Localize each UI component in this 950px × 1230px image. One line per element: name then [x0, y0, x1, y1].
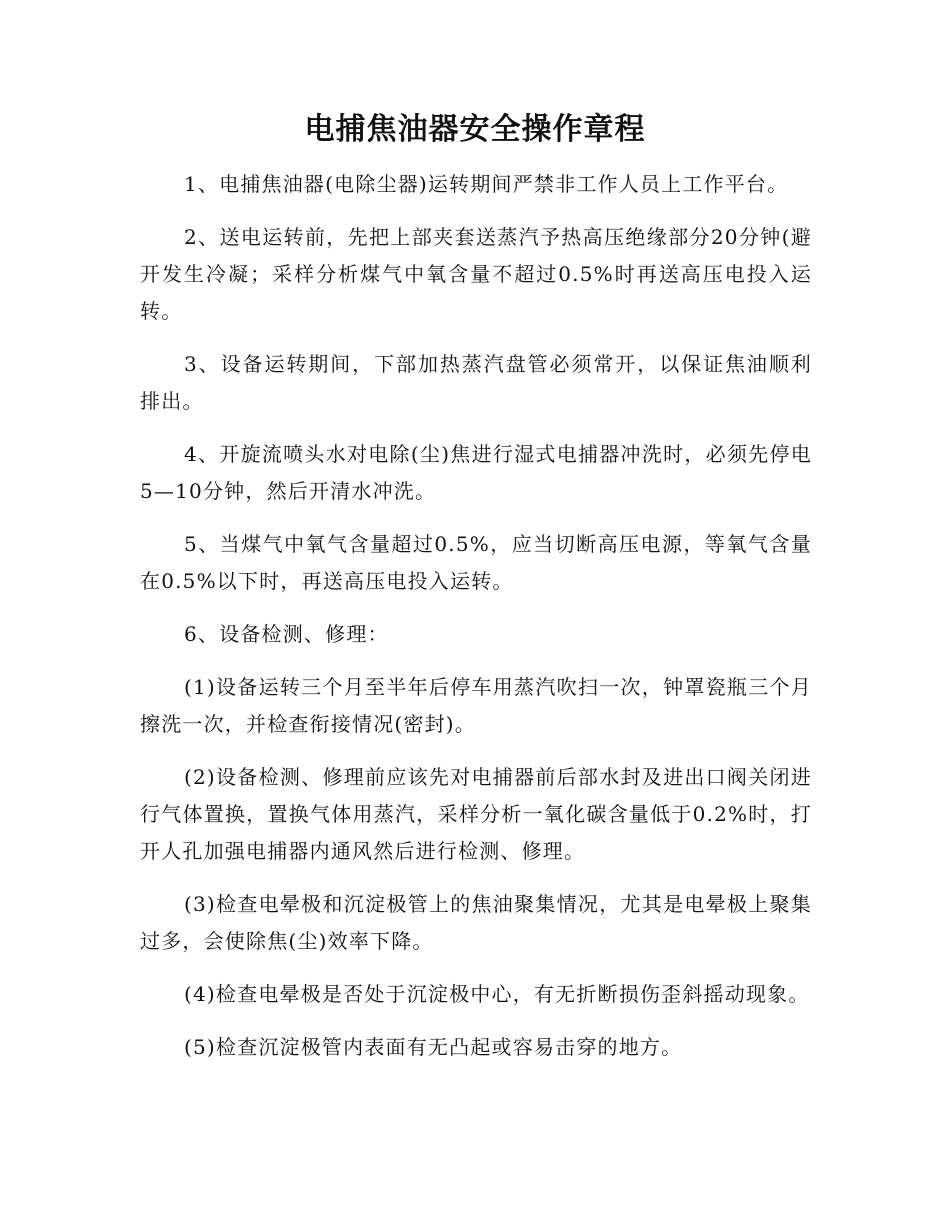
paragraph-6-3: (3)检查电晕极和沉淀极管上的焦油聚集情况，尤其是电晕极上聚集过多，会使除焦(尘)效率下降。 [140, 892, 812, 953]
paragraph-6-5: (5)检查沉淀极管内表面有无凸起或容易击穿的地方。 [184, 1035, 683, 1059]
paragraph-6-2: (2)设备检测、修理前应该先对电捕器前后部水封及进出口阀关闭进行气体置换，置换气体用蒸汽，采样分析一氧化碳含量低于0.2%时，打开人孔加强电捕器内通风然后进行检测、修理。 [140, 765, 812, 863]
paragraph-6-1: (1)设备运转三个月至半年后停车用蒸汽吹扫一次，钟罩瓷瓶三个月擦洗一次，并检查衔接情况(密封)。 [140, 675, 812, 736]
paragraph-3: 3、设备运转期间，下部加热蒸汽盘管必须常开，以保证焦油顺利排出。 [140, 352, 812, 413]
paragraph-6-4: (4)检查电晕极是否处于沉淀极中心，有无折断损伤歪斜摇动现象。 [184, 982, 810, 1006]
document-body [140, 166, 812, 1082]
document-title: 电捕焦油器安全操作章程 [304, 112, 646, 147]
paragraph-6: 6、设备检测、修理： [184, 622, 389, 646]
paragraph-2: 2、送电运转前，先把上部夹套送蒸汽予热高压绝缘部分20分钟(避开发生冷凝；采样分析煤气中氧含量不超过0.5%时再送高压电投入运转。 [140, 225, 812, 323]
paragraph-1: 1、电捕焦油器(电除尘器)运转期间严禁非工作人员上工作平台。 [184, 172, 789, 196]
paragraph-4: 4、开旋流喷头水对电除(尘)焦进行湿式电捕器冲洗时，必须先停电5—10分钟，然后开清水冲洗。 [140, 442, 812, 503]
paragraph-5: 5、当煤气中氧气含量超过0.5%，应当切断高压电源，等氧气含量在0.5%以下时，再送高压电投入运转。 [140, 532, 812, 593]
